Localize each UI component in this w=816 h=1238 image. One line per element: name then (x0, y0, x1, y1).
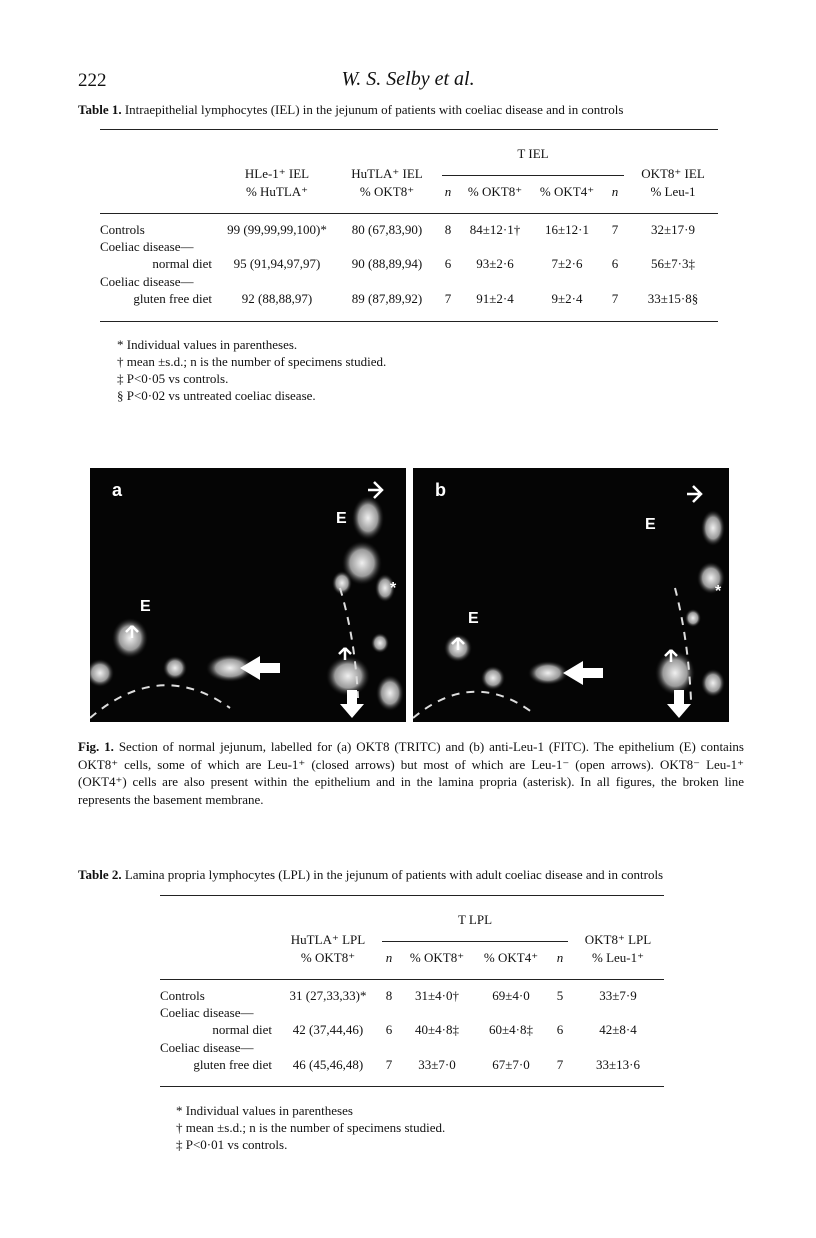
t2-r2-okt8: 40±4·8‡ (415, 1022, 459, 1037)
t2-r2-label2: normal diet (212, 1022, 272, 1037)
panel-a-epithelium-label: E (140, 598, 151, 615)
t2-r1-n1: 8 (385, 988, 393, 1003)
t1-col-n1: n (444, 184, 452, 199)
svg-text:*: * (390, 580, 397, 597)
table1-group-header: T IEL (517, 146, 549, 161)
table1-header-rule (100, 213, 718, 214)
t2-r1-okt4: 69±4·0 (492, 988, 530, 1003)
t1-r2-okt8: 93±2·6 (476, 256, 514, 271)
table1-bottom-rule (100, 321, 718, 322)
t2-footnote: ‡ P<0·01 vs controls. (176, 1137, 288, 1152)
t1-r1-n1: 8 (444, 222, 452, 237)
t2-r3-n2: 7 (556, 1057, 564, 1072)
t2-r1-okt8: 31±4·0† (415, 988, 459, 1003)
table2-title: Lamina propria lymphocytes (LPL) in the jejunum of patients with adult coeliac disease and in controls (124, 867, 664, 882)
t2-r2-hutla: 42 (37,44,46) (292, 1022, 364, 1037)
table-row (100, 274, 718, 291)
t2-col-okt8leu-line2: % Leu-1⁺ (592, 950, 644, 965)
table2-label: Table 2. (78, 867, 122, 882)
table-row (160, 1005, 664, 1022)
running-title: W. S. Selby et al. (341, 68, 475, 90)
t1-r3-label1: Coeliac disease— (100, 274, 194, 289)
t2-r2-label1: Coeliac disease— (160, 1005, 254, 1020)
t1-r3-n1: 7 (444, 291, 452, 306)
t2-r1-leu: 33±7·9 (599, 988, 637, 1003)
t2-r1-hutla: 31 (27,33,33)* (289, 988, 367, 1003)
table2-bottom-rule (160, 1086, 664, 1087)
panel-a-epithelium-label: E (336, 510, 347, 527)
t2-r3-okt4: 67±7·0 (492, 1057, 530, 1072)
t1-r3-n2: 7 (611, 291, 619, 306)
table1-group-rule (442, 175, 624, 176)
t1-r3-leu: 33±15·8§ (647, 291, 699, 306)
page-number: 222 (78, 70, 107, 91)
table-row (160, 1040, 664, 1057)
t2-footnote: * Individual values in parentheses (176, 1103, 353, 1118)
t1-col-okt8leu-line2: % Leu-1 (650, 184, 696, 199)
t2-col-okt4: % OKT4⁺ (483, 950, 539, 965)
t1-col-hutla-line2: % OKT8⁺ (359, 184, 415, 199)
t1-col-okt4: % OKT4⁺ (539, 184, 595, 199)
table-row (100, 222, 718, 239)
t2-col-okt8: % OKT8⁺ (409, 950, 465, 965)
t1-r3-okt8: 91±2·4 (476, 291, 514, 306)
table1-caption (78, 101, 778, 118)
t1-r1-okt4: 16±12·1 (545, 222, 589, 237)
figure1-panel-a (90, 468, 406, 722)
t2-r1-n2: 5 (556, 988, 564, 1003)
t1-r3-hutla: 89 (87,89,92) (351, 291, 423, 306)
t1-r2-hutla: 90 (88,89,94) (351, 256, 423, 271)
t1-r2-leu: 56±7·3‡ (651, 256, 695, 271)
t2-r2-n1: 6 (385, 1022, 393, 1037)
t1-r2-okt4: 7±2·6 (551, 256, 583, 271)
panel-a-letter: a (112, 480, 123, 500)
t1-r2-hle1: 95 (91,94,97,97) (233, 256, 321, 271)
t2-footnote: † mean ±s.d.; n is the number of specimens studied. (176, 1120, 446, 1135)
table1-footnotes (117, 336, 386, 404)
t2-r3-label2: gluten free diet (193, 1057, 272, 1072)
t1-r1-leu: 32±17·9 (651, 222, 695, 237)
t2-r2-n2: 6 (556, 1022, 564, 1037)
figure1-label: Fig. 1. (78, 739, 114, 754)
table-row (100, 256, 718, 274)
table1-title: Intraepithelial lymphocytes (IEL) in the jejunum of patients with coeliac disease and in controls (124, 102, 624, 117)
panel-b-letter: b (435, 480, 446, 500)
figure1-caption (78, 738, 744, 808)
micrograph-a-image (90, 468, 406, 722)
t1-r1-n2: 7 (611, 222, 619, 237)
t1-r3-hle1: 92 (88,88,97) (241, 291, 313, 306)
t1-r1-hutla: 80 (67,83,90) (351, 222, 423, 237)
table2-header-rule (160, 979, 664, 980)
t1-r1-hle1: 99 (99,99,99,100)* (227, 222, 327, 237)
svg-text:*: * (715, 583, 722, 600)
figure1-caption-text: Section of normal jejunum, labelled for (a) OKT8 (TRITC) and (b) anti-Leu-1 (FITC). The epithelium (E) contains OKT8⁺ cells, some of which are Leu-1⁺ (closed arrows) but most of which are Leu-1⁻ (open arrows). OKT8⁻ Leu-1⁺ (OKT4⁺) cells are also present within the epithelium and in the lamina propria (asterisk). In all figures, the broken line represents the basement membrane. (78, 739, 744, 807)
t1-col-hutla-line1: HuTLA⁺ IEL (351, 166, 423, 181)
table-row (160, 988, 664, 1005)
t1-r2-n2: 6 (611, 256, 619, 271)
table2-footnotes (176, 1102, 445, 1153)
t1-col-okt8leu-line1: OKT8⁺ IEL (641, 166, 705, 181)
table2 (160, 912, 664, 1075)
t1-footnote: * Individual values in parentheses. (117, 337, 298, 352)
t2-r3-hutla: 46 (45,46,48) (292, 1057, 364, 1072)
t1-r2-label2: normal diet (152, 256, 212, 271)
t1-r2-label1: Coeliac disease— (100, 239, 194, 254)
t2-col-hutla-line2: % OKT8⁺ (300, 950, 356, 965)
t2-r2-okt4: 60±4·8‡ (489, 1022, 533, 1037)
table-row (160, 1057, 664, 1075)
t1-r3-okt4: 9±2·4 (551, 291, 583, 306)
t2-r3-label1: Coeliac disease— (160, 1040, 254, 1055)
table2-top-rule (160, 895, 664, 896)
t1-r1-label: Controls (100, 222, 145, 237)
t1-footnote: § P<0·02 vs untreated coeliac disease. (117, 388, 316, 403)
table-row (160, 1022, 664, 1040)
figure1-panel-b (413, 468, 729, 722)
t2-col-okt8leu-line1: OKT8⁺ LPL (584, 932, 652, 947)
t1-footnote: ‡ P<0·05 vs controls. (117, 371, 229, 386)
table2-caption (78, 866, 778, 883)
t2-col-n2: n (556, 950, 564, 965)
table-row (100, 239, 718, 256)
table1 (100, 146, 718, 309)
t1-col-hle1-line1: HLe-1⁺ IEL (244, 166, 310, 181)
table1-top-rule (100, 129, 718, 130)
table2-group-header: T LPL (457, 912, 493, 927)
t1-col-n2: n (611, 184, 619, 199)
t1-r1-okt8: 84±12·1† (469, 222, 521, 237)
t2-r3-leu: 33±13·6 (596, 1057, 640, 1072)
t2-r2-leu: 42±8·4 (599, 1022, 637, 1037)
t1-col-hle1-line2: % HuTLA⁺ (245, 184, 309, 199)
micrograph-b-image (413, 468, 729, 722)
t2-r3-n1: 7 (385, 1057, 393, 1072)
t2-col-n1: n (385, 950, 393, 965)
t1-footnote: † mean ±s.d.; n is the number of specimens studied. (117, 354, 387, 369)
t1-col-okt8: % OKT8⁺ (467, 184, 523, 199)
t2-r3-okt8: 33±7·0 (418, 1057, 456, 1072)
table2-group-rule (382, 941, 568, 942)
t1-r3-label2: gluten free diet (133, 291, 212, 306)
table1-label: Table 1. (78, 102, 122, 117)
t2-r1-label: Controls (160, 988, 205, 1003)
t1-r2-n1: 6 (444, 256, 452, 271)
panel-b-epithelium-label: E (645, 516, 656, 533)
panel-b-epithelium-label: E (468, 610, 479, 627)
table-row (100, 291, 718, 309)
t2-col-hutla-line1: HuTLA⁺ LPL (290, 932, 366, 947)
